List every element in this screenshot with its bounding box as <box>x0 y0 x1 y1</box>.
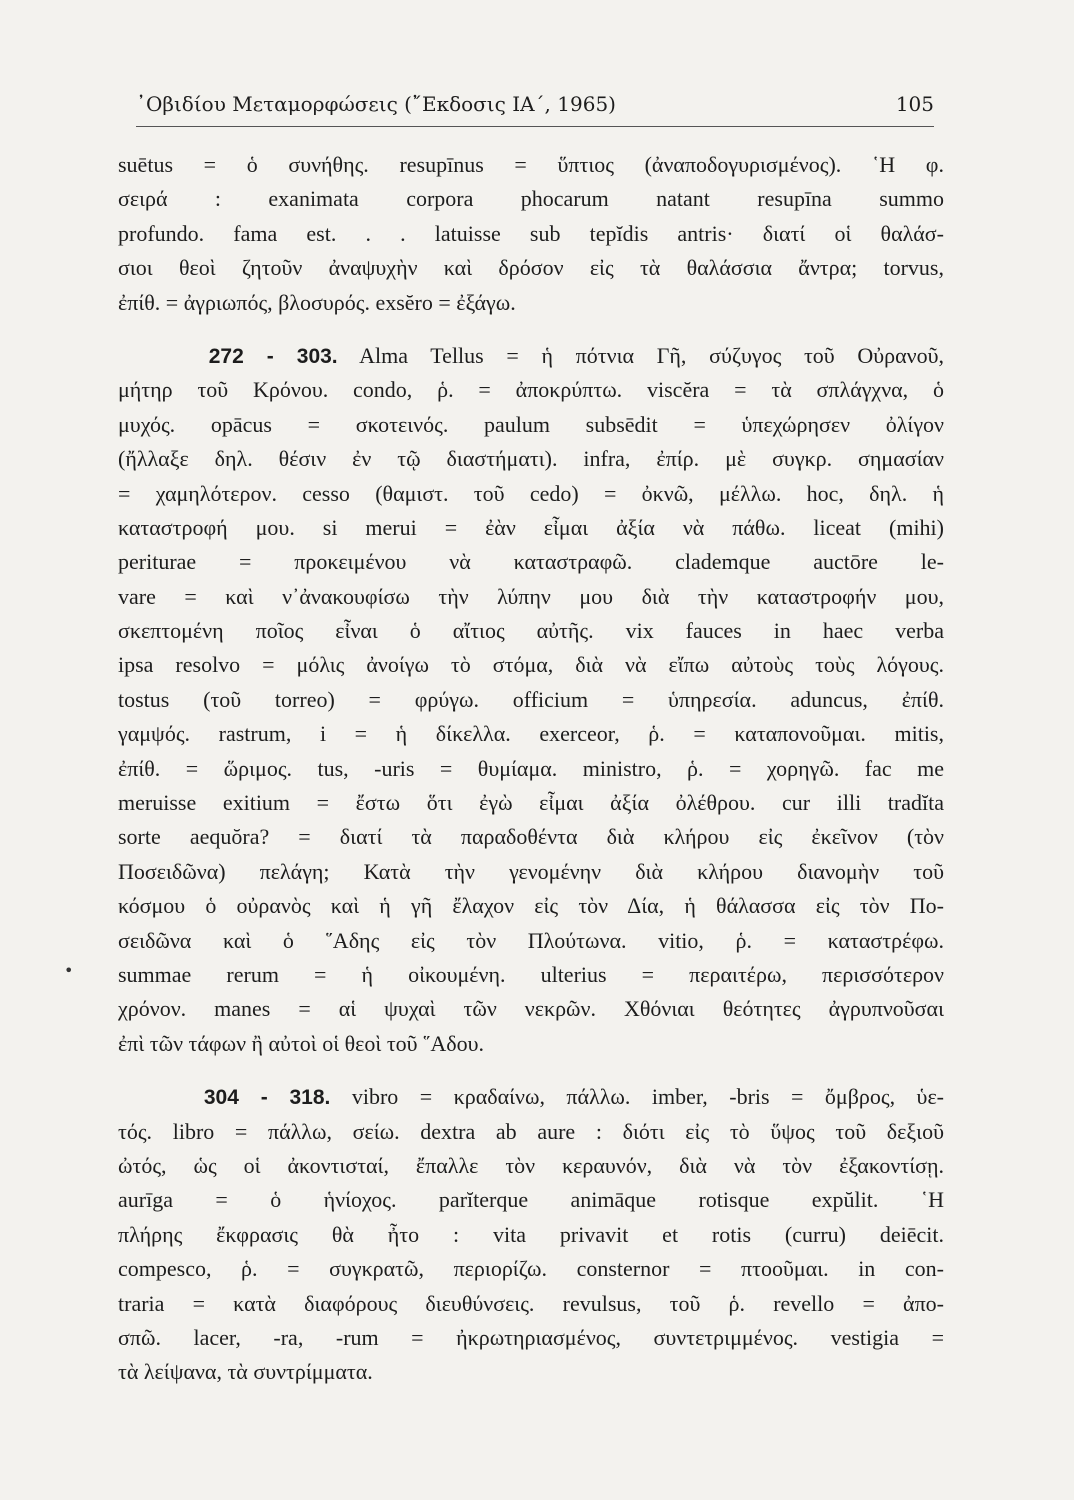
running-head <box>136 92 934 124</box>
text-line: ἐπίθ. = ἀγριωπός, βλοσυρός. exsĕro = ἐξάγω. <box>118 289 516 315</box>
text-line <box>118 1080 944 1114</box>
text-line: meruisse exitium = ἔστω ὅτι ἐγὼ εἶμαι ἀξία ὀλέθρου. cur illi tradĭta <box>118 790 944 816</box>
text-line: σπῶ. lacer, -ra, -rum = ἠκρωτηριασμένος, συντετριμμένος. vestigia = <box>118 1324 944 1350</box>
text-line: tostus (τοῦ torreo) = φρύγω. officium = ὑπηρεσία. aduncus, ἐπίθ. <box>118 686 944 712</box>
text-line: ὠτός, ὡς οἱ ἀκοντισταί, ἔπαλλε τὸν κεραυνόν, διὰ νὰ τὸν ἐξακοντίσῃ. <box>118 1152 944 1178</box>
text-line: aurīga = ὁ ἡνίοχος. parĭterque animāque rotisque expŭlit. ῾Η <box>118 1187 944 1213</box>
text-line: σειδῶνα καὶ ὁ ῞Αδης εἰς τὸν Πλούτωνα. vitio, ῥ. = καταστρέφω. <box>118 927 944 953</box>
text-line: πλήρης ἔκφρασις θὰ ἦτο : vita privavit et rotis (curru) deiēcit. <box>118 1221 944 1247</box>
header-rule <box>136 126 934 127</box>
text-line: χρόνον. manes = αἱ ψυχαὶ τῶν νεκρῶν. Χθόνιαι θεότητες ἀγρυπνοῦσαι <box>118 996 944 1022</box>
text-run: vibro = κραδαίνω, πάλλω. imber, -bris = ὄμβρος, ὑε- <box>351 1084 944 1110</box>
text-line: σκεπτομένη ποῖος εἶναι ὁ αἴτιος αὐτῆς. vix fauces in haec verba <box>118 618 944 644</box>
paragraph-2 <box>118 339 944 1061</box>
text-line: γαμψός. rastrum, i = ἡ δίκελλα. exerceor, ῥ. = καταπονοῦμαι. mitis, <box>118 721 944 747</box>
text-line: τὰ λείψανα, τὰ συντρίμματα. <box>118 1359 373 1385</box>
margin-mark: • <box>64 961 74 980</box>
text-run: Alma Tellus = ἡ πότνια Γῆ, σύζυγος τοῦ Οὐρανοῦ, <box>359 342 944 368</box>
section-number: 272 - 303. <box>208 344 338 368</box>
text-line: suētus = ὁ συνήθης. resupīnus = ὕπτιος (ἀναποδογυρισμένος). ῾Η φ. <box>118 152 944 177</box>
text-line: Ποσειδῶνα) πελάγη; Κατὰ τὴν γενομένην διὰ κλήρου διανομὴν τοῦ <box>118 858 944 884</box>
paragraph-3 <box>118 1080 944 1390</box>
text-line: = χαμηλότερον. cesso (θαμιστ. τοῦ cedo) = ὀκνῶ, μέλλω. hoc, δηλ. ἡ <box>118 480 944 506</box>
text-line: vare = καὶ ν᾿ἀνακουφίσω τὴν λύπην μου διὰ τὴν καταστροφήν μου, <box>118 583 944 609</box>
text-line: σειρά : exanimata corpora phocarum natant resupīna summo <box>118 186 944 212</box>
text-line: periturae = προκειμένου νὰ καταστραφῶ. clademque auctōre le- <box>118 549 944 575</box>
text-line: κόσμου ὁ οὐρανὸς καὶ ἡ γῆ ἔλαχον εἰς τὸν Δία, ἡ θάλασσα εἰς τὸν Πο- <box>118 893 944 919</box>
text-line <box>118 339 944 373</box>
text-line: compesco, ῥ. = συγκρατῶ, περιορίζω. consternor = πτοοῦμαι. in con- <box>118 1256 944 1282</box>
text-line: profundo. fama est. . . latuisse sub tepĭdis antris· διατί οἱ θαλάσ- <box>118 220 944 246</box>
text-line: sorte aequŏra? = διατί τὰ παραδοθέντα διὰ κλήρου εἰς ἐκεῖνον (τὸν <box>118 824 944 850</box>
text-line: μήτηρ τοῦ Κρόνου. condo, ῥ. = ἀποκρύπτω. viscĕra = τὰ σπλάγχνα, ὁ <box>118 377 944 403</box>
text-line: (ἤλλαξε δηλ. θέσιν ἐν τῷ διαστήματι). infra, ἐπίρ. μὲ συγκρ. σημασίαν <box>118 446 944 472</box>
text-line: καταστροφή μου. si merui = ἐὰν εἶμαι ἀξία νὰ πάθω. liceat (mihi) <box>118 514 944 540</box>
body-text <box>118 148 944 1390</box>
text-line: traria = κατὰ διαφόρους διευθύνσεις. revulsus, τοῦ ῥ. revello = ἀπο- <box>118 1290 944 1316</box>
paragraph-1 <box>118 148 944 320</box>
text-line: ipsa resolvo = μόλις ἀνοίγω τὸ στόμα, διὰ νὰ εἴπω αὐτοὺς τοὺς λόγους. <box>118 652 944 678</box>
running-title: ᾿Οβιδίου Μεταμορφώσεις (῎Εκδοσις ΙΑ΄, 1965) <box>136 92 616 116</box>
text-line: μυχός. opācus = σκοτεινός. paulum subsēdit = ὑπεχώρησεν ὀλίγον <box>118 411 944 437</box>
section-number: 304 - 318. <box>203 1086 331 1110</box>
text-line: ἐπὶ τῶν τάφων ἢ αὐτοὶ οἱ θεοὶ τοῦ ῞Αδου. <box>118 1030 485 1056</box>
text-line: ἐπίθ. = ὥριμος. tus, -uris = θυμίαμα. ministro, ῥ. = χορηγῶ. fac me <box>118 755 944 781</box>
text-line: summae rerum = ἡ οἰκουμένη. ulterius = περαιτέρω, περισσότερον <box>118 961 944 987</box>
text-line: σιοι θεοὶ ζητοῦν ἀναψυχὴν καὶ δρόσον εἰς τὰ θαλάσσια ἄντρα; torvus, <box>118 255 944 281</box>
page-number: 105 <box>895 92 934 116</box>
text-line: τός. libro = πάλλω, σείω. dextra ab aure : διότι εἰς τὸ ὕψος τοῦ δεξιοῦ <box>118 1118 944 1144</box>
